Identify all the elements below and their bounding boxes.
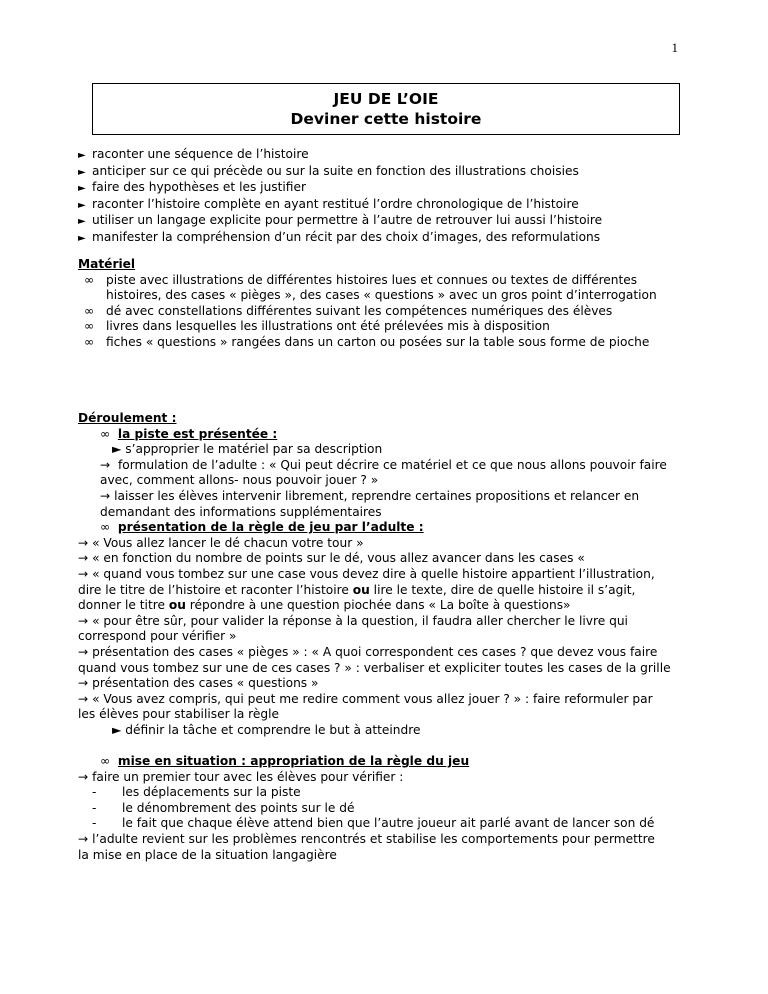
dash-bullet-icon: -	[92, 785, 97, 800]
arrow-icon: →	[78, 676, 89, 691]
objective-item: ► raconter l’histoire complète en ayant restitué l’ordre chronologique de l’histoire	[78, 197, 698, 214]
text-line: quand vous tombez sur une de ces cases ? » : verbaliser et expliciter toutes les cases de la grille	[78, 660, 671, 675]
infinity-bullet-icon: ∞	[84, 319, 95, 334]
triangle-bullet-icon: ►	[78, 166, 86, 178]
text-line: donner le titre ou répondre à une question piochée dans « La boîte à questions»	[78, 598, 571, 613]
arrow-icon: →	[78, 691, 89, 706]
text-line: → l’adulte revient sur les problèmes rencontrés et stabilise les comportements pour permettre	[78, 832, 655, 847]
arrow-icon: →	[78, 769, 89, 784]
materiel-item-continuation: histoires, des cases « pièges », des cases « questions » avec un gros point d’interrogation	[106, 288, 657, 303]
step-heading: ∞ la piste est présentée :	[100, 426, 278, 441]
materiel-item: ∞ livres dans lesquelles les illustrations ont été prélevées mis à disposition	[84, 319, 550, 334]
objective-item: ► manifester la compréhension d’un récit par des choix d’images, des reformulations	[78, 230, 698, 247]
check-item: - le fait que chaque élève attend bien que l’autre joueur ait parlé avant de lancer son dé	[92, 816, 655, 831]
objectives-list	[78, 147, 698, 247]
arrow-icon: →	[78, 832, 89, 847]
text-line: → présentation des cases « pièges » : « A quoi correspondent ces cases ? que devez vous faire	[78, 644, 658, 659]
infinity-bullet-icon: ∞	[84, 334, 95, 349]
triangle-bullet-icon: ►	[78, 183, 86, 195]
document-subtitle: Deviner cette histoire	[290, 110, 482, 128]
text-line: demandant des informations supplémentaires	[100, 504, 382, 519]
dash-bullet-icon: -	[92, 800, 97, 815]
infinity-bullet-icon: ∞	[100, 754, 111, 769]
arrow-icon: →	[100, 488, 111, 503]
infinity-bullet-icon: ∞	[84, 303, 95, 318]
materiel-heading: Matériel	[78, 257, 136, 271]
materiel-item: ∞ piste avec illustrations de différentes histoires lues et connues ou textes de différentes	[84, 272, 638, 287]
step-goal: ► définir la tâche et comprendre le but à atteindre	[112, 722, 421, 737]
infinity-bullet-icon: ∞	[84, 272, 95, 287]
text-line: → laisser les élèves intervenir librement, reprendre certaines propositions et relancer en	[100, 488, 640, 503]
arrow-icon: →	[78, 613, 89, 628]
objective-item: ► faire des hypothèses et les justifier	[78, 180, 698, 197]
arrow-icon: →	[100, 457, 111, 472]
check-item: - les déplacements sur la piste	[92, 785, 301, 800]
deroulement-heading: Déroulement :	[78, 411, 177, 425]
text-line: avec, comment allons- nous pouvoir jouer ? »	[100, 473, 379, 488]
triangle-bullet-icon: ►	[78, 216, 86, 228]
objective-item: ► anticiper sur ce qui précède ou sur la suite en fonction des illustrations choisies	[78, 164, 698, 181]
materiel-section	[78, 257, 688, 351]
text-line: → « en fonction du nombre de points sur le dé, vous allez avancer dans les cases «	[78, 551, 585, 566]
triangle-bullet-icon: ►	[112, 722, 122, 737]
text-line: → faire un premier tour avec les élèves pour vérifier :	[78, 769, 404, 784]
materiel-item: ∞ dé avec constellations différentes suivant les compétences numériques des élèves	[84, 303, 613, 318]
document-title: JEU DE L’OIE	[333, 90, 439, 108]
text-line: → « Vous allez lancer le dé chacun votre tour »	[78, 535, 364, 550]
text-line: la mise en place de la situation langagière	[78, 847, 337, 862]
triangle-bullet-icon: ►	[78, 199, 86, 211]
text-line: → présentation des cases « questions »	[78, 676, 319, 691]
triangle-bullet-icon: ►	[78, 232, 86, 244]
objective-item: ► utiliser un langage explicite pour permettre à l’autre de retrouver lui aussi l’histoire	[78, 213, 698, 230]
spacer	[78, 738, 688, 754]
arrow-icon: →	[78, 566, 89, 581]
text-line: les élèves pour stabiliser la règle	[78, 707, 280, 722]
text-line: → « pour être sûr, pour valider la réponse à la question, il faudra aller chercher le livre qui	[78, 613, 628, 628]
text-line: → « quand vous tombez sur une case vous devez dire à quelle histoire appartient l’illustration,	[78, 566, 655, 581]
materiel-item: ∞ fiches « questions » rangées dans un carton ou posées sur la table sous forme de pioche	[84, 334, 650, 349]
text-line: → formulation de l’adulte : « Qui peut décrire ce matériel et ce que nous allons pouvoir faire	[100, 457, 667, 472]
title-box	[92, 83, 680, 135]
objective-item: ► raconter une séquence de l’histoire	[78, 147, 698, 164]
deroulement-section	[78, 411, 688, 863]
step-heading: ∞ présentation de la règle de jeu par l’adulte :	[100, 520, 424, 535]
text-line: dire le titre de l’histoire et raconter l’histoire ou lire le texte, dire de quelle histoire il s’agit,	[78, 582, 636, 597]
dash-bullet-icon: -	[92, 816, 97, 831]
text-line: → « Vous avez compris, qui peut me redire comment vous allez jouer ? » : faire reformuler par	[78, 691, 653, 706]
arrow-icon: →	[78, 551, 89, 566]
triangle-bullet-icon: ►	[112, 442, 122, 457]
arrow-icon: →	[78, 644, 89, 659]
infinity-bullet-icon: ∞	[100, 426, 111, 441]
page-number: 1	[671, 40, 678, 55]
arrow-icon: →	[78, 535, 89, 550]
infinity-bullet-icon: ∞	[100, 520, 111, 535]
triangle-bullet-icon: ►	[78, 150, 86, 161]
check-item: - le dénombrement des points sur le dé	[92, 800, 355, 815]
step-heading: ∞ mise en situation : appropriation de la règle du jeu	[100, 754, 470, 769]
text-line: correspond pour vérifier »	[78, 629, 237, 644]
step-goal: ► s’approprier le matériel par sa description	[112, 442, 383, 457]
